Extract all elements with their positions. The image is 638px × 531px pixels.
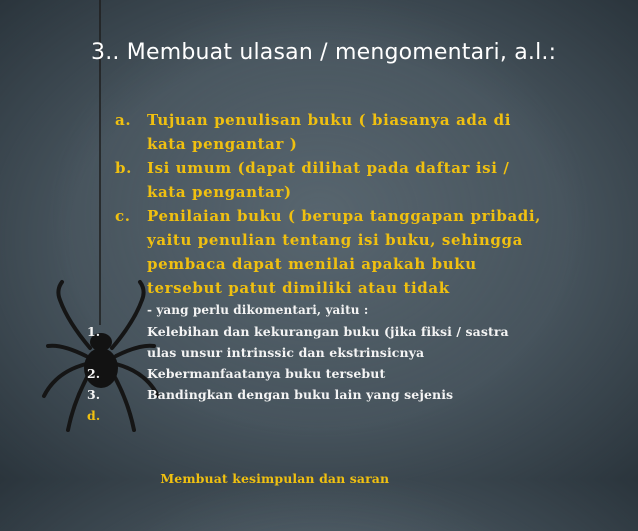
sub-item	[87, 405, 625, 531]
sub-item-marker: 1.	[87, 324, 101, 339]
item-line: kata pengantar )	[147, 135, 298, 153]
item-marker: a.	[115, 111, 132, 129]
item-marker: c.	[115, 207, 131, 225]
list-item	[115, 108, 625, 156]
slide-title: 3.. Membuat ulasan / mengomentari, a.l.:	[91, 40, 557, 65]
item-line: Tujuan penulisan buku ( biasanya ada di	[147, 111, 512, 129]
item-line: Penilaian buku ( berupa tanggapan pribadi,	[147, 207, 541, 225]
content-list	[87, 108, 625, 531]
note-text: - yang perlu dikomentari, yaitu :	[147, 303, 369, 317]
item-line: yaitu penulian tentang isi buku, sehingga	[147, 231, 523, 249]
sub-item-line: ulas unsur intrinssic dan ekstrinsicnya	[147, 345, 425, 360]
sub-item	[87, 363, 625, 384]
item-line: pembaca dapat menilai apakah buku	[147, 255, 477, 273]
sub-item-line: Kelebihan dan kekurangan buku (jika fiksi / sastra	[147, 324, 509, 339]
item-line: kata pengantar)	[147, 183, 292, 201]
sub-item-line: Kebermanfaatanya buku tersebut	[147, 366, 386, 381]
sub-item-marker: d.	[87, 408, 101, 423]
sub-item-marker: 2.	[87, 366, 101, 381]
sub-item	[87, 384, 625, 405]
item-line: tersebut patut dimiliki atau tidak	[147, 279, 450, 297]
item-marker: b.	[115, 159, 132, 177]
sub-item-line: Membuat kesimpulan dan saran	[147, 471, 390, 486]
list-item	[115, 156, 625, 204]
note-line	[115, 300, 625, 321]
sub-item-marker: 3.	[87, 387, 101, 402]
list-item	[115, 204, 625, 300]
item-line: Isi umum (dapat dilihat pada daftar isi /	[147, 159, 510, 177]
sub-item-line: Bandingkan dengan buku lain yang sejenis	[147, 387, 454, 402]
sub-item	[87, 321, 625, 363]
